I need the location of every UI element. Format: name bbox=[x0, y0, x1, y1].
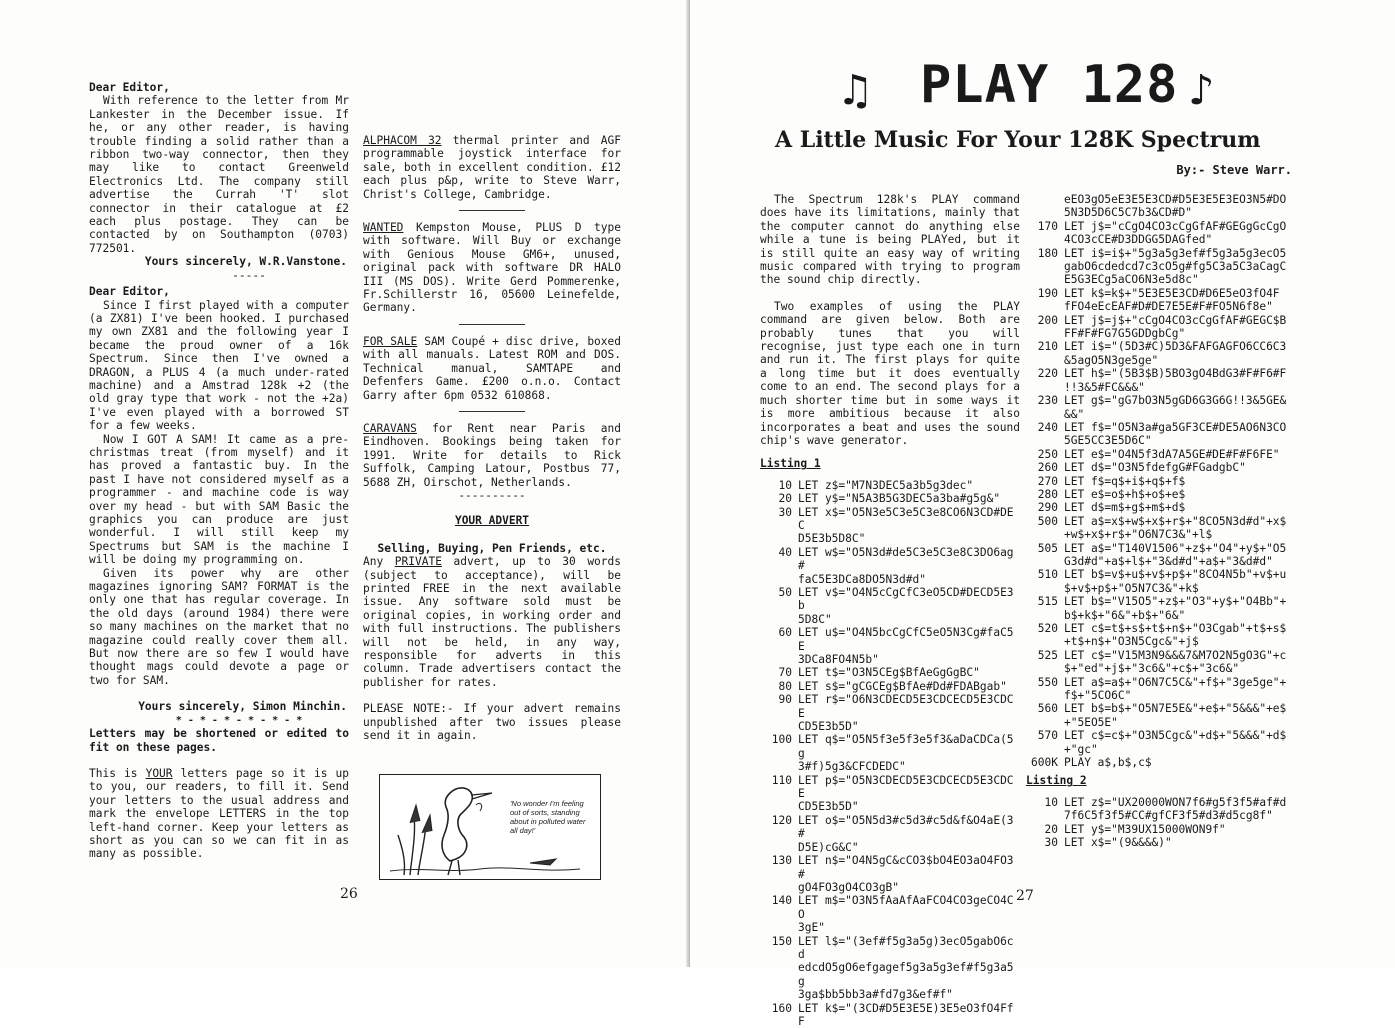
line-number: 90 bbox=[778, 693, 792, 707]
line-code: LET i$="(5D3#C)5D3&FAFGAGFO6CC6C3 bbox=[1064, 340, 1287, 354]
line-code: LET c$=c$+"O3N5Cgc&"+d$+"5&&&"+d$ bbox=[1064, 729, 1287, 743]
code-line-head bbox=[760, 935, 1020, 962]
code-line bbox=[1026, 193, 1294, 220]
line-continuation: 4CO3cCE#D3DDGG5DAGfed" bbox=[1064, 233, 1213, 247]
line-number: 270 bbox=[1037, 474, 1058, 488]
line-code: LET b$=b$+"O5N7E5E&"+e$+"5&&&"+e$ bbox=[1064, 702, 1287, 716]
code-line bbox=[1026, 702, 1294, 729]
ad-text: Kempston Mouse, PLUS D type with software. Will Buy or exchange with Genious Mouse GM6+, unused, original pack with software DR HALO III (MS DOS). Write Gerd Pommerenke, Fr.Schillerstr 16, 05600 Leinefelde, Germany. bbox=[363, 221, 621, 315]
line-number: 50 bbox=[778, 585, 792, 599]
line-continuation: !!3&5#FC&&&" bbox=[1064, 380, 1145, 394]
line-code: LET m$="O3N5fAaAfAaFCO4CO3geCO4CO bbox=[798, 894, 1014, 921]
code-line bbox=[760, 733, 1020, 773]
line-continuation: D5E3b5D8C" bbox=[798, 532, 866, 546]
code-line bbox=[1026, 501, 1294, 514]
line-continuation: 3#f)5g3&CFCDEDC" bbox=[798, 760, 906, 774]
code-line-head bbox=[1026, 314, 1294, 327]
code-line bbox=[1026, 247, 1294, 287]
line-code: LET t$="O3N5CEg$BfAeGgGgBC" bbox=[798, 666, 980, 680]
line-continuation: fFO4eEcEAF#D#DE7E5E#F#FO5N6f8e" bbox=[1064, 300, 1273, 314]
code-line bbox=[1026, 756, 1294, 769]
line-number: 130 bbox=[771, 854, 792, 868]
code-line-head bbox=[1026, 649, 1294, 662]
your-advert-note: PLEASE NOTE:- If your advert remains unpublished after two issues please send it in again. bbox=[363, 702, 621, 743]
line-continuation: +"gc" bbox=[1064, 742, 1098, 756]
line-code: LET p$="O5N3CDECD5E3CDCECD5E3CDCE bbox=[798, 773, 1014, 801]
line-continuation: f$+"5CO6C" bbox=[1064, 689, 1132, 703]
your-advert-emphasis: PRIVATE bbox=[394, 555, 442, 569]
line-continuation: 3DCa8FO4N5b" bbox=[798, 653, 879, 666]
listing-2-code bbox=[1026, 796, 1294, 850]
code-line-head bbox=[760, 814, 1020, 841]
code-line-head bbox=[760, 733, 1020, 760]
ad-keyword: WANTED bbox=[363, 221, 404, 235]
line-continuation: $+v$+p$+"O5N7C3&"+k$ bbox=[1064, 581, 1199, 595]
code-line bbox=[760, 935, 1020, 1002]
code-line bbox=[1026, 314, 1294, 341]
line-number: 20 bbox=[778, 492, 792, 506]
code-line-head bbox=[760, 626, 1020, 653]
line-number: 180 bbox=[1037, 246, 1058, 260]
letter-1-signoff: Yours sincerely, W.R.Vanstone. bbox=[144, 255, 347, 269]
letter-1-body: With reference to the letter from Mr Lankester in the December issue. If he, or any other reader, is having trouble finding a solid rather than a ribbon two-way connector, then they may like to contact Greenweld Electronics Ltd. The company still advertise the Currah 'T' slot connector in their catalogue at £2 each plus postage. They can be contacted by on Southampton (0703) 772501. bbox=[89, 94, 349, 255]
intro-paragraph: The Spectrum 128k's PLAY command does have its limitations, mainly that the computer cannot do anything else while a tune is being PLAYed, but it is still quite an easy way of writing music compared with trying to program the sound chip directly. bbox=[760, 193, 1020, 287]
line-code: LET j$=j$+"cCgO4CO3cCgGfAF#GEGC$B bbox=[1064, 313, 1287, 327]
code-line bbox=[1026, 488, 1294, 501]
your-advert-text: Any bbox=[363, 555, 395, 569]
code-line bbox=[1026, 676, 1294, 703]
ad-divider bbox=[459, 324, 525, 325]
classified-ad bbox=[363, 134, 621, 201]
code-line-head bbox=[760, 666, 1020, 679]
line-continuation: gabO6cdedcd7c3cO5g#fg5C3a5C3aCagC E5G3ECg5aCO6N3e5d8c" bbox=[1064, 260, 1287, 287]
line-code: LET y$="M39UX15000WON9f" bbox=[1064, 822, 1226, 836]
code-line-head bbox=[1026, 729, 1294, 742]
listing-1-title: Listing 1 bbox=[760, 457, 821, 471]
line-number: 260 bbox=[1037, 461, 1058, 475]
code-line-head bbox=[760, 546, 1020, 573]
article-byline: By:- Steve Warr. bbox=[1176, 163, 1292, 177]
code-line-head bbox=[760, 894, 1020, 921]
cartoon-image bbox=[379, 774, 601, 880]
code-line-head bbox=[1026, 448, 1294, 461]
code-line-head bbox=[1026, 488, 1294, 501]
code-line bbox=[1026, 515, 1294, 542]
code-line-head bbox=[760, 854, 1020, 881]
code-line bbox=[760, 586, 1020, 626]
code-line bbox=[1026, 461, 1294, 474]
article-title: PLAY 128 bbox=[920, 55, 1179, 115]
line-continuation: &&" bbox=[1064, 407, 1085, 421]
your-advert-intro: Selling, Buying, Pen Friends, etc. bbox=[377, 541, 607, 555]
line-number: 110 bbox=[771, 773, 792, 787]
code-line bbox=[1026, 823, 1294, 836]
classified-ad bbox=[363, 422, 621, 489]
code-line bbox=[1026, 595, 1294, 622]
line-code: LET b$="V15O5"+z$+"O3"+y$+"O4Bb"+ bbox=[1064, 595, 1287, 609]
line-code: LET w$="O5N3d#de5C3e5C3e8C3DO6ag# bbox=[798, 545, 1014, 573]
code-line-head bbox=[1026, 622, 1294, 635]
code-line bbox=[760, 1002, 1020, 1028]
line-code: LET x$="O5N3e5C3e5C3e8CO6N3CD#DEC bbox=[798, 505, 1014, 532]
line-code: LET s$="gCGCEg$BfAe#Dd#FDABgab" bbox=[798, 679, 1007, 693]
left-page bbox=[0, 0, 690, 967]
code-line-head bbox=[1026, 247, 1294, 260]
code-line bbox=[760, 492, 1020, 505]
ad-keyword: FOR SALE bbox=[363, 334, 418, 348]
line-code: LET n$="O4N5gC&cCO3$bO4EO3aO4FO3# bbox=[798, 854, 1014, 881]
line-continuation: +"5EO5E" bbox=[1064, 715, 1118, 729]
line-number: 70 bbox=[778, 666, 792, 680]
code-line-head bbox=[1026, 676, 1294, 689]
line-continuation: edcdO5gO6efgagef5g3a5g3ef#f5g3a5g 3ga$bb5bb3a#fd7g3&ef#f" bbox=[798, 961, 1014, 1002]
your-advert-body bbox=[363, 555, 621, 689]
listing-1-code bbox=[760, 479, 1020, 1028]
ad-text: thermal printer and AGF programmable joystick interface for sale, both in excellent condition. £12 each plus p&p, write to Steve Warr, Christ's College, Cambridge. bbox=[363, 134, 621, 201]
code-line-head bbox=[1026, 515, 1294, 528]
line-continuation: CD5E3b5D" bbox=[798, 800, 859, 814]
code-line-head bbox=[760, 680, 1020, 693]
line-code: LET f$=q$+i$+q$+f$ bbox=[1064, 474, 1186, 488]
line-number: 170 bbox=[1037, 219, 1058, 233]
ad-text: for Rent near Paris and Eindhoven. Bookings being taken for 1991. Write for details to Rick Suffolk, Camping Latour, Postbus 77, 5688 ZH, Oirschot, Netherlands. bbox=[363, 421, 621, 489]
line-continuation: $+"ed"+j$+"3c6&"+c$+"3c6&" bbox=[1064, 662, 1240, 676]
code-line-head bbox=[1026, 702, 1294, 715]
line-code: LET d$="O3N5fdefgG#FGadgbC" bbox=[1064, 461, 1246, 475]
line-code: LET f$="O5N3a#ga5GF3CE#DE5AO6N3CO bbox=[1064, 420, 1287, 434]
line-continuation: 7f6C5f3f5#CC#gfCF3f5#d3#d5cg8f" bbox=[1064, 809, 1273, 823]
line-number: 550 bbox=[1037, 675, 1058, 689]
code-line bbox=[1026, 448, 1294, 461]
line-continuation: eEO3gO5eE3E5E3CD#D5E3E5E3EO3N5#DO 5N3D5D6C5C7b3&CD#D" bbox=[1064, 193, 1287, 220]
letter-separator: ----- bbox=[232, 268, 266, 282]
line-code: LET c$=t$+s$+t$+n$+"O3Cgab"+t$+s$ bbox=[1064, 622, 1287, 635]
article-left-column bbox=[760, 193, 1020, 1028]
line-code: LET o$="O5N5d3#c5d3#c5d&f&O4aE(3# bbox=[798, 813, 1014, 841]
line-code: LET j$="cCgO4CO3cCgGfAF#GEGgGcCgO bbox=[1064, 219, 1287, 233]
code-line-head bbox=[760, 774, 1020, 801]
editor-note-heading: Letters may be shortened or edited to fit on these pages. bbox=[89, 727, 349, 754]
line-code: PLAY a$,b$,c$ bbox=[1064, 756, 1152, 770]
code-line bbox=[760, 546, 1020, 586]
line-continuation: b$+k$+"6&"+b$+"6&" bbox=[1064, 608, 1186, 622]
line-number: 570 bbox=[1037, 729, 1058, 743]
line-continuation: FF#F#FG7G5GDDgbCg" bbox=[1064, 327, 1186, 341]
code-line bbox=[1026, 475, 1294, 488]
line-number: 525 bbox=[1037, 648, 1058, 662]
code-line bbox=[760, 479, 1020, 492]
line-continuation: &5agO5N3ge5ge" bbox=[1064, 353, 1159, 367]
code-line bbox=[760, 680, 1020, 693]
code-line bbox=[1026, 340, 1294, 367]
line-continuation: 5GE5CC3E5D6C" bbox=[1064, 434, 1152, 448]
code-line-head bbox=[1026, 287, 1294, 300]
line-number: 140 bbox=[771, 894, 792, 908]
letter-1-salutation: Dear Editor, bbox=[89, 81, 170, 94]
code-line-head bbox=[760, 479, 1020, 492]
line-number: 120 bbox=[771, 813, 792, 827]
page-number: 27 bbox=[1016, 888, 1034, 904]
line-number: 150 bbox=[771, 934, 792, 948]
your-advert-heading: YOUR ADVERT bbox=[454, 514, 530, 528]
page-number: 26 bbox=[340, 886, 358, 902]
line-number: 220 bbox=[1037, 367, 1058, 381]
line-number: 200 bbox=[1037, 313, 1058, 327]
ad-keyword: ALPHACOM 32 bbox=[363, 134, 442, 147]
line-code: LET r$="O6N3CDECD5E3CDCECD5E3CDCE bbox=[798, 693, 1014, 720]
classified-ad bbox=[363, 221, 621, 315]
code-line-head bbox=[1026, 595, 1294, 608]
line-code: LET h$="(5B3$B)5BO3gO4BdG3#F#F6#F bbox=[1064, 367, 1287, 381]
code-line-head bbox=[1026, 421, 1294, 434]
line-continuation: 5D8C" bbox=[798, 612, 832, 626]
your-advert-text: advert, up to 30 words (subject to acceptance), will be printed FREE in the next available issue. Any software sold must be original copies, in working order and with full instructions. The publishers will not be held, in any way, responsible for adverts in this column. Trade advertisers contact the publisher for rates. bbox=[363, 555, 621, 689]
ad-dashes: ---------- bbox=[458, 488, 526, 502]
code-line-head bbox=[1026, 568, 1294, 581]
code-line-head bbox=[760, 693, 1020, 720]
music-note-icon: ♫ bbox=[842, 65, 869, 116]
classified-ad bbox=[363, 335, 621, 402]
code-line bbox=[1026, 367, 1294, 394]
line-continuation: CD5E3b5D" bbox=[798, 720, 859, 734]
code-line-head bbox=[1026, 823, 1294, 836]
code-line-head bbox=[760, 492, 1020, 505]
code-line-head bbox=[760, 506, 1020, 533]
listing-2-title: Listing 2 bbox=[1026, 774, 1087, 788]
editor-note-text: letters page so it is up to you, our readers, to fill it. Send your letters to the usual address and mark the envelope LETTERS in the top left-hand corner. Keep your letters as short as you can so we can fit in as many as possible. bbox=[89, 766, 349, 861]
line-number: 520 bbox=[1037, 622, 1058, 635]
line-code: LET k$=k$+"5E3E5E3CD#D6E5eO3fO4F bbox=[1064, 286, 1280, 300]
line-number: 280 bbox=[1037, 487, 1058, 501]
code-line bbox=[760, 774, 1020, 814]
code-line bbox=[760, 626, 1020, 666]
star-divider: * - * - * - * - * - * bbox=[175, 714, 303, 726]
code-line bbox=[1026, 394, 1294, 421]
line-number: 80 bbox=[778, 679, 792, 693]
code-line-head bbox=[760, 1002, 1020, 1028]
line-number: 600K bbox=[1031, 756, 1058, 770]
ad-keyword: CARAVANS bbox=[363, 421, 417, 435]
line-code: LET a$=x$+w$+x$+r$+"8CO5N3d#d"+x$ bbox=[1064, 514, 1287, 528]
line-number: 10 bbox=[1044, 795, 1058, 809]
cartoon-caption: 'No wonder I'm feeling out of sorts, standing about in polluted water all day!' bbox=[510, 799, 586, 835]
code-line bbox=[1026, 568, 1294, 595]
line-continuation: 3gE" bbox=[798, 921, 825, 935]
line-code: LET v$="O4N5cCgCfC3eO5CD#DECD5E3b bbox=[798, 585, 1014, 613]
line-code: LET b$=v$+u$+v$+p$+"8CO4N5b"+v$+u bbox=[1064, 568, 1287, 582]
line-number: 20 bbox=[1044, 822, 1058, 836]
line-number: 10 bbox=[778, 478, 792, 492]
code-line bbox=[760, 894, 1020, 934]
code-line bbox=[760, 693, 1020, 733]
line-code: LET e$="O4N5f3dA7A5GE#DE#F#F6FE" bbox=[1064, 447, 1280, 461]
line-number: 30 bbox=[1044, 836, 1058, 850]
line-code: LET g$="gG7bO3N5gGD6G3G6G!!3&5GE& bbox=[1064, 394, 1287, 408]
ad-divider bbox=[459, 210, 525, 211]
ads-column bbox=[363, 134, 621, 742]
line-code: LET q$="O5N5f3e5f3e5f3&aDaCDCa(5g bbox=[798, 733, 1014, 760]
code-line-head bbox=[1026, 394, 1294, 407]
line-number: 190 bbox=[1037, 286, 1058, 300]
line-code: LET a$="T140V1506"+z$+"O4"+y$+"O5 bbox=[1064, 541, 1287, 555]
letter-2-salutation: Dear Editor, bbox=[89, 285, 170, 299]
line-number: 100 bbox=[771, 733, 792, 747]
code-line-head bbox=[1026, 542, 1294, 555]
letters-column bbox=[89, 81, 349, 861]
line-code: LET i$=i$+"5g3a5g3ef#f5g3a5g3ecO5 bbox=[1064, 246, 1287, 260]
line-number: 210 bbox=[1037, 340, 1058, 354]
code-line bbox=[1026, 542, 1294, 569]
line-code: LET d$=m$+g$+m$+d$ bbox=[1064, 501, 1186, 515]
line-number: 560 bbox=[1037, 702, 1058, 716]
code-line bbox=[1026, 729, 1294, 756]
line-continuation: +w$+x$+r$+"O6N7C3&"+l$ bbox=[1064, 528, 1213, 542]
line-code: LET z$="M7N3DEC5a3b5g3dec" bbox=[798, 478, 974, 492]
line-code: LET y$="N5A3B5G3DEC5a3ba#g5g&" bbox=[798, 492, 1001, 506]
code-line-head bbox=[1026, 836, 1294, 849]
listing-1-code-continued bbox=[1026, 193, 1294, 769]
line-number: 290 bbox=[1037, 501, 1058, 515]
line-number: 30 bbox=[778, 505, 792, 519]
line-number: 250 bbox=[1037, 447, 1058, 461]
code-line bbox=[1026, 649, 1294, 676]
letter-2-paragraph: Given its power why are other magazines ignoring SAM? FORMAT is the only one that has regular coverage. In the old days (around 1984) there were so many machines on the market that no magazine could really cover them all. But now there are so few I would have thought mags could devote a page or two for SAM. bbox=[89, 566, 349, 687]
intro-paragraph: Two examples of using the PLAY command are given below. Both are probably tunes that you will recognise, just type each one in turn and run it. The first plays for quite a long time but it does eventually come to an end. The second plays for a much shorter time but in some ways it is more ambitious because it also incorporates a beat and uses the sound chip's wave generator. bbox=[760, 299, 1020, 447]
line-code: LET u$="O4N5bcCgCfC5eO5N3Cg#faC5E bbox=[798, 626, 1014, 653]
line-number: 240 bbox=[1037, 420, 1058, 434]
editor-note bbox=[89, 767, 349, 861]
article-right-column bbox=[1026, 193, 1294, 850]
code-line bbox=[760, 506, 1020, 546]
line-number: 60 bbox=[778, 626, 792, 640]
code-line bbox=[760, 814, 1020, 854]
code-line-head bbox=[1026, 461, 1294, 474]
line-code: LET c$="V15M3N9&&&7&M7O2N5gO3G"+c bbox=[1064, 648, 1287, 662]
ad-text: SAM Coupé + disc drive, boxed with all manuals. Latest ROM and DOS. Technical manual, SAMTAPE and Defenfers Game. £200 o.n.o. Contact Garry after 6pm 0532 610868. bbox=[363, 334, 621, 402]
line-continuation: +t$+n$+"O3N5Cgc&"+j$ bbox=[1064, 635, 1199, 649]
code-line-head bbox=[1026, 756, 1294, 769]
line-code: LET a$=a$+"O6N7C5C&"+f$+"3ge5ge"+ bbox=[1064, 675, 1287, 689]
code-line bbox=[1026, 220, 1294, 247]
editor-note-emphasis: YOUR bbox=[145, 766, 173, 780]
code-line bbox=[1026, 836, 1294, 849]
line-continuation: G3d#d"+a$+l$+"3&d#d"+a$+"3&d#d" bbox=[1064, 554, 1273, 568]
line-code: LET l$="(3ef#f5g3a5g)3ecO5gabO6cd bbox=[798, 934, 1014, 961]
code-line bbox=[1026, 287, 1294, 314]
line-number: 510 bbox=[1037, 568, 1058, 582]
editor-note-text: This is bbox=[89, 766, 146, 780]
line-number: 505 bbox=[1037, 541, 1058, 555]
code-line bbox=[1026, 796, 1294, 823]
code-line-head bbox=[1026, 501, 1294, 514]
code-line-head bbox=[1026, 475, 1294, 488]
code-line bbox=[760, 666, 1020, 679]
letter-2-paragraph: Since I first played with a computer (a ZX81) I've been hooked. I purchased my own ZX81 and the following year I became the proud owner of a 16k Spectrum. Since then I've owned a DRAGON, a PLUS 4 (a much under-rated machine) and a Amstrad 128k +2 (the old gray type that work - not the +2a) I've even played with a borrowed ST for a few weeks. bbox=[89, 298, 349, 433]
code-line bbox=[760, 854, 1020, 894]
line-code: LET z$="UX20000WON7f6#g5f3f5#af#d bbox=[1064, 795, 1287, 809]
code-line bbox=[1026, 622, 1294, 649]
code-line-head bbox=[760, 586, 1020, 613]
letter-2-signoff: Yours sincerely, Simon Minchin. bbox=[138, 700, 347, 714]
line-code: LET k$="(3CD#D5E3E5E)3E5eO3fO4FfF bbox=[798, 1001, 1014, 1028]
line-continuation: D5E)cG&C" bbox=[798, 840, 859, 854]
code-line-head bbox=[1026, 367, 1294, 380]
line-continuation: faC5E3DCa8DO5N3d#d" bbox=[798, 572, 926, 586]
line-code: LET x$="(9&&&&)" bbox=[1064, 836, 1172, 850]
line-number: 230 bbox=[1037, 394, 1058, 408]
article-subtitle: A Little Music For Your 128K Spectrum bbox=[775, 127, 1261, 153]
letter-2-paragraph: Now I GOT A SAM! It came as a pre-christmas treat (from myself) and it has proved a fantastic buy. In the past I have not considered myself as a programmer - and machine code is way over my head - but with SAM Basic the graphics you can produce are just wonderful. I will still keep my Spectrums but SAM is the machine I will be doing my programming on. bbox=[89, 432, 349, 567]
line-code: LET e$=o$+h$+o$+e$ bbox=[1064, 487, 1186, 501]
music-note-icon: ♪ bbox=[1188, 65, 1215, 116]
right-page bbox=[690, 0, 1395, 1028]
code-line-head bbox=[1026, 340, 1294, 353]
ad-divider bbox=[459, 411, 525, 412]
line-number: 40 bbox=[778, 545, 792, 559]
line-continuation: gO4FO3gO4CO3gB" bbox=[798, 880, 900, 894]
code-line bbox=[1026, 421, 1294, 448]
line-number: 160 bbox=[771, 1001, 792, 1015]
line-number: 515 bbox=[1037, 595, 1058, 609]
code-line-head bbox=[1026, 796, 1294, 809]
code-line-head bbox=[1026, 220, 1294, 233]
line-number: 500 bbox=[1037, 514, 1058, 528]
